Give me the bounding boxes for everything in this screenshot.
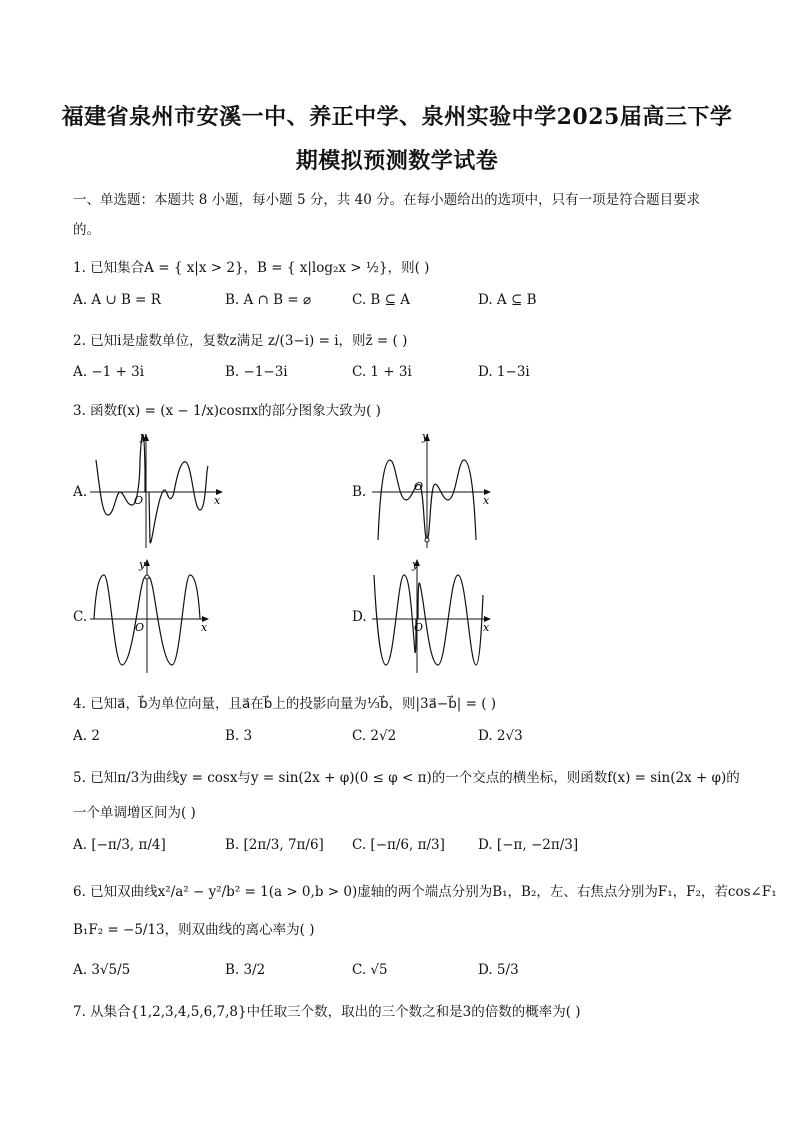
q4-option-d: D. 2√3 — [478, 728, 523, 744]
question-6-stem-cont: B₁F₂ = −5/13，则双曲线的离心率为( ) — [73, 922, 315, 938]
question-5-stem: 5. 已知π/3为曲线y = cosx与y = sin(2x + φ)(0 ≤ φ < π)的一个交点的横坐标，则函数f(x) = sin(2x + φ)的 — [73, 770, 740, 786]
question-4-stem: 4. 已知a⃗，b⃗为单位向量，且a⃗在b⃗上的投影向量为⅓b⃗，则|3a⃗−b⃗| = ( ) — [73, 696, 497, 712]
q5-option-b: B. [2π/3, 7π/6] — [225, 837, 324, 853]
graph-b-x-label: x — [483, 494, 490, 507]
graph-a-label: A. — [73, 484, 88, 500]
graph-b-y-label: y — [422, 430, 429, 443]
question-7-stem: 7. 从集合{1,2,3,4,5,6,7,8}中任取三个数，取出的三个数之和是3的倍数的概率为( ) — [73, 1004, 581, 1020]
question-2-stem: 2. 已知i是虚数单位，复数z满足 z/(3−i) = i，则z̄ = ( ) — [73, 333, 408, 349]
q1-option-d: D. A ⊆ B — [478, 292, 537, 308]
graph-d — [370, 555, 495, 675]
q2-option-a: A. −1 + 3i — [73, 364, 145, 380]
q4-option-c: C. 2√2 — [352, 728, 397, 744]
graph-c — [88, 555, 213, 675]
q5-option-a: A. [−π/3, π/4] — [73, 837, 166, 853]
graph-c-y-label: y — [139, 558, 146, 571]
question-6-stem: 6. 已知双曲线x²/a² − y²/b² = 1(a > 0,b > 0)虚轴的两个端点分别为B₁，B₂，左、右焦点分别为F₁，F₂，若cos∠F₁ — [73, 884, 777, 900]
q5-option-d: D. [−π, −2π/3] — [478, 837, 579, 853]
q2-option-b: B. −1−3i — [225, 364, 288, 380]
section-instructions-cont: 的。 — [73, 222, 100, 238]
q4-option-a: A. 2 — [73, 728, 100, 744]
q6-option-a: A. 3√5/5 — [73, 962, 131, 978]
graph-d-origin-label: O — [414, 621, 424, 634]
q2-option-c: C. 1 + 3i — [352, 364, 412, 380]
question-1-stem: 1. 已知集合A = { x|x > 2}，B = { x|log₂x > ½}，则( ) — [73, 260, 430, 276]
graph-d-x-label: x — [483, 621, 490, 634]
q1-option-c: C. B ⊆ A — [352, 292, 410, 308]
question-3-stem: 3. 函数f(x) = (x − 1/x)cosπx的部分图象大致为( ) — [73, 403, 381, 419]
graph-a-x-label: x — [214, 494, 221, 507]
q6-option-d: D. 5/3 — [478, 962, 519, 978]
graph-c-x-label: x — [201, 621, 208, 634]
section-instructions: 一、单选题：本题共 8 小题，每小题 5 分，共 40 分。在每小题给出的选项中，只有一项是符合题目要求 — [73, 192, 701, 208]
q1-option-b: B. A ∩ B = ⌀ — [225, 292, 312, 308]
graph-b-label: B. — [352, 484, 367, 500]
graph-d-y-label: y — [412, 558, 419, 571]
graph-a — [88, 430, 228, 550]
graph-d-label: D. — [352, 609, 367, 625]
q6-option-b: B. 3/2 — [225, 962, 266, 978]
graph-b-origin-label: O — [414, 480, 424, 493]
q1-option-a: A. A ∪ B = R — [73, 292, 161, 308]
graph-c-origin-label: O — [135, 621, 145, 634]
graph-b — [370, 430, 495, 550]
graph-a-origin-label: O — [134, 494, 144, 507]
page-title-line-1: 福建省泉州市安溪一中、养正中学、泉州实验中学2025届高三下学 — [61, 104, 733, 130]
q4-option-b: B. 3 — [225, 728, 253, 744]
graph-a-y-label: y — [140, 430, 147, 443]
q2-option-d: D. 1−3i — [478, 364, 530, 380]
q5-option-c: C. [−π/6, π/3] — [352, 837, 445, 853]
q6-option-c: C. √5 — [352, 962, 388, 978]
page-title-line-2: 期模拟预测数学试卷 — [295, 148, 499, 174]
graph-c-label: C. — [73, 609, 88, 625]
question-5-stem-cont: 一个单调增区间为( ) — [73, 805, 196, 821]
